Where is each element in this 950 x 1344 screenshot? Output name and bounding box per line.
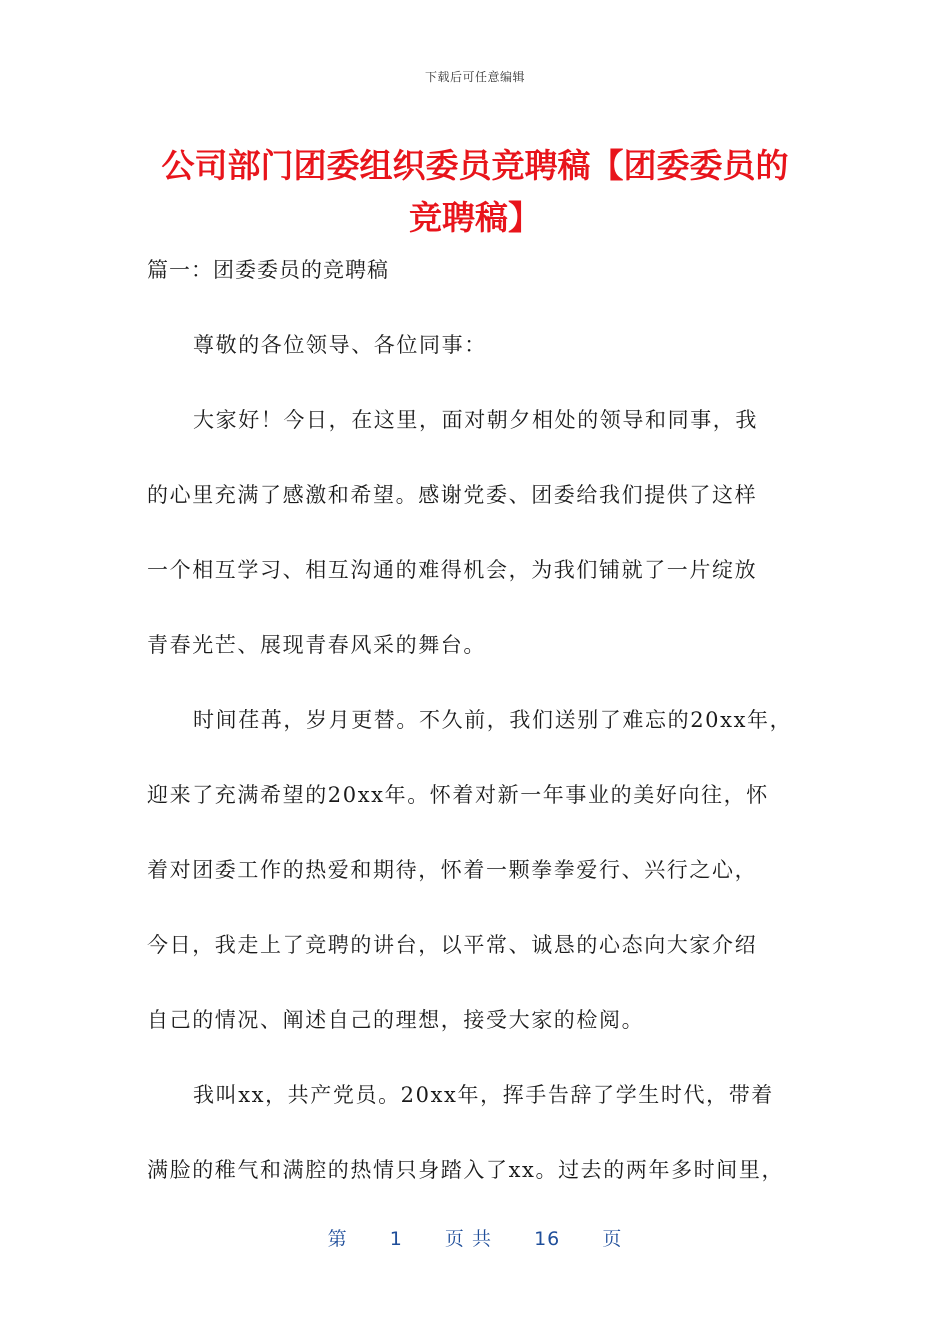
paragraph-line: 我叫xx，共产党员。20xx年，挥手告辞了学生时代，带着 (193, 1083, 774, 1107)
paragraph-line: 今日，我走上了竞聘的讲台，以平常、诚恳的心态向大家介绍 (147, 933, 758, 957)
section-heading: 篇一：团委委员的竞聘稿 (147, 258, 389, 282)
page-number: 1 (389, 1228, 403, 1250)
page-mid-label: 页 共 (444, 1228, 492, 1250)
header-note: 下载后可任意编辑 (424, 70, 525, 84)
total-pages: 16 (534, 1228, 561, 1250)
paragraph-line: 时间荏苒，岁月更替。不久前，我们送别了难忘的20xx年， (193, 708, 793, 732)
page-label: 第 (327, 1228, 348, 1250)
paragraph-line: 青春光芒、展现青春风采的舞台。 (147, 633, 486, 657)
paragraph-line: 满脸的稚气和满腔的热情只身踏入了xx。过去的两年多时间里， (147, 1158, 785, 1182)
paragraph-line: 迎来了充满希望的20xx年。怀着对新一年事业的美好向往，怀 (147, 783, 769, 807)
page-suffix: 页 (602, 1228, 623, 1250)
title-line-2: 竞聘稿】 (409, 198, 541, 237)
paragraph-line: 一个相互学习、相互沟通的难得机会，为我们铺就了一片绽放 (147, 558, 758, 582)
page-footer (0, 1224, 950, 1251)
paragraph-line: 大家好！今日，在这里，面对朝夕相处的领导和同事，我 (193, 408, 758, 432)
paragraph-line: 自己的情况、阐述自己的理想，接受大家的检阅。 (147, 1008, 645, 1032)
document-title (120, 140, 830, 244)
title-line-1: 公司部门团委组织委员竞聘稿【团委委员的 (161, 146, 789, 185)
paragraph-line: 着对团委工作的热爱和期待，怀着一颗拳拳爱行、兴行之心， (147, 858, 758, 882)
paragraph-line: 的心里充满了感激和希望。感谢党委、团委给我们提供了这样 (147, 483, 758, 507)
salutation-line: 尊敬的各位领导、各位同事： (193, 333, 487, 357)
